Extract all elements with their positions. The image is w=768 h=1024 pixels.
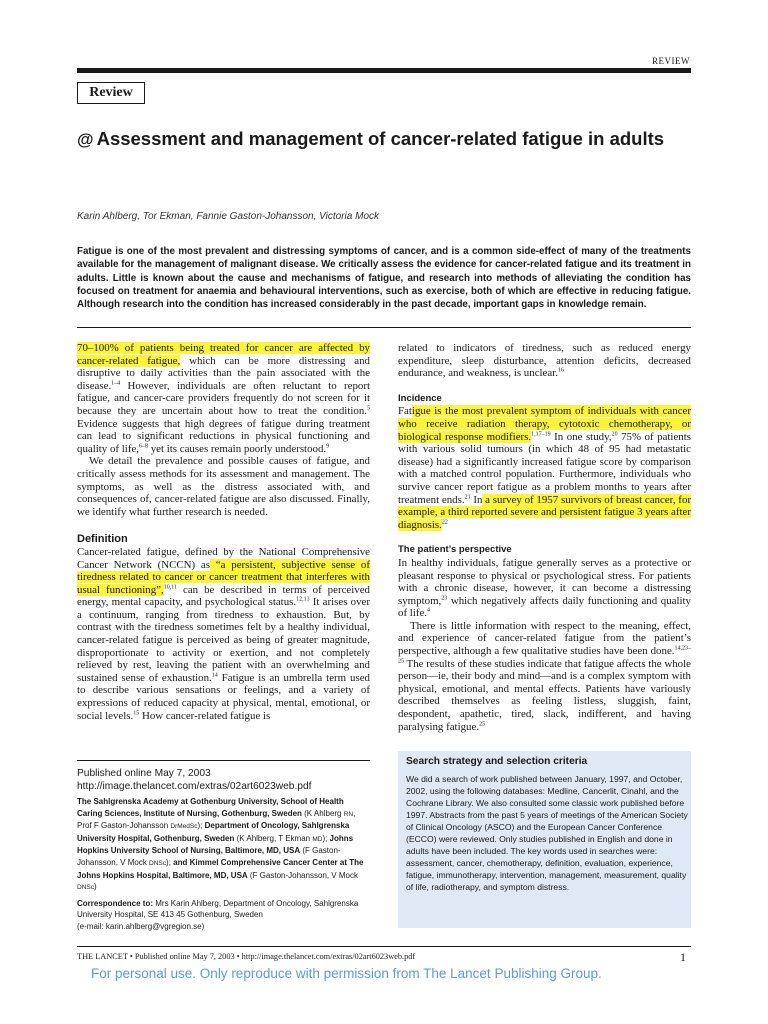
- citation-ref: 23: [441, 595, 448, 602]
- footer-citation: THE LANCET • Published online May 7, 2003 • http://image.thelancet.com/extras/02art6023web.pdf: [77, 952, 416, 961]
- incidence-paragraph: Fatigue is the most prevalent symptom of individuals with cancer who receive radiation therapy, cytotoxic chemotherapy, or biological response modifiers.$^{1,17-19}$ In one study,$^{20}$ 75% of patients with various solid tumours (in which 48 of 95 had metastatic disease) had a significantly increased fatigue score by comparison with a matched control population. Furthermore, individuals who survive cancer report fatigue as a problem months to years after treatment ends.$^{21}$ In a survey of 1957 survivors of breast cancer, for example, a third reported severe and persistent fatigue 3 years after diagnosis.$^{22}$: [398, 405, 692, 531]
- citation-ref: 15: [133, 710, 140, 716]
- citation-ref: 21: [464, 493, 471, 500]
- perspective-paragraph-2: There is little information with respect to the meaning, effect, and experience of cancer-related fatigue from the patient’s perspective, although a few qualitative studies have been done.$^{14,23-25}$ The results of these studies indicate that fatigue affects the whole person—ie, their body and mind—and is a complex symptom with physical, emotional, and mental effects. Patients have variously described themselves as feeling listless, sluggish, faint, despondent, apathetic, tired, slack, indifferent, and having paralysing fatigue.$^{25}$: [398, 619, 691, 733]
- citation-ref: 20: [611, 430, 618, 437]
- citation-ref: 14: [211, 672, 218, 679]
- citation-ref: 6–8: [139, 443, 148, 450]
- published-online: Published online May 7, 2003: [77, 768, 211, 779]
- affiliations: The Sahlgrenska Academy at Gothenburg University, School of Health Caring Sciences, Institute of Nursing, Gothenburg, Sweden (K Ahlberg RN, Prof F Gaston-Johansson DrMedSc); Department of Oncology, Sahlgrenska University Hospital, Gothenburg, Sweden (K Ahlberg, T Ekman MD); Johns Hopkins University School of Nursing, Baltimore, MD, USA (F Gaston-Johansson, V Mock DNSc); and Kimmel Comprehensive Cancer Center at The Johns Hopkins Hospital, Baltimore, MD, USA (F Gaston-Johansson, V Mock DNSc): [77, 797, 364, 892]
- page-number: 1: [680, 950, 686, 964]
- citation-ref: 12,13: [296, 596, 310, 603]
- top-rule: [77, 68, 691, 73]
- title-text: Assessment and management of cancer-related fatigue in adults: [96, 128, 665, 149]
- scope-paragraph: We detail the prevalence and possible causes of fatigue, and critically assess methods for its assessment and management. The symptoms, as well as the distress associated with, and consequences of, cancer-related fatigue are also discussed. Finally, we identify what further research is needed.: [77, 455, 370, 518]
- section-header: REVIEW: [652, 56, 690, 66]
- citation-ref: 4: [427, 607, 431, 614]
- left-column: [77, 342, 370, 722]
- intro-paragraph: 70–100% of patients being treated for cancer are affected by cancer-related fatigue, which can be more distressing and disruptive to daily activities than the pain associated with the disease.$^{1-4}$ However, individuals are often reluctant to report fatigue, and cancer-care providers frequently do not screen for it because they are uncertain about how to treat the condition.$^5$ Evidence suggests that high degrees of fatigue during treatment can lead to significant reductions in physical functioning and quality of life,$^{6-8}$ yet its causes remain poorly understood.$^9$: [77, 342, 370, 455]
- online-first-icon: @: [77, 130, 94, 149]
- citation-ref: 1–4: [111, 380, 121, 387]
- correspondence: Correspondence to: Mrs Karin Ahlberg, Department of Oncology, Sahlgrenska University Hospital, SE 413 45 Gothenburg, Sweden: [77, 898, 359, 920]
- citation-ref: 25: [479, 721, 486, 727]
- footer-rule: [77, 946, 691, 947]
- citation-ref: 1,17–19: [531, 430, 551, 437]
- article-title: [77, 128, 717, 150]
- search-strategy-text: We did a search of work published between January, 1997, and October, 2002, using the following databases: Medline, Cancerlit, Cinahl, and the Cochrane Library. We also consulted some classic work published before 1997. Abstracts from the past 5 years of meetings of the American Society of Clinical Oncology (ASCO) and the European Cancer Conference (ECCO) were reviewed. Only studies published in English and done in adults have been included. The key words used in searches were: assessment, cancer, chemotherapy, definition, evaluation, experience, fatigue, immunotherapy, intervention, management, measurement, quality of life, radiotherapy, and symptom distress.: [406, 774, 688, 892]
- citation-ref: 5: [367, 405, 370, 412]
- citation-ref: 14,23–25: [398, 645, 691, 665]
- review-badge: Review: [77, 82, 145, 104]
- citation-ref: 10,11: [163, 584, 178, 591]
- permission-notice: For personal use. Only reproduce with permission from The Lancet Publishing Group.: [91, 966, 602, 981]
- article-url[interactable]: http://image.thelancet.com/extras/02art6023web.pdf: [77, 781, 312, 792]
- citation-ref: 9: [326, 443, 330, 450]
- citation-ref: 16: [557, 367, 564, 374]
- perspective-paragraph: In healthy individuals, fatigue generally serves as a protective or pleasant response to physical or psychological stress. For patients with a chronic disease, however, it can become a distressing symptom,$^{23}$ which negatively affects daily functioning and quality of life.$^4$: [398, 556, 691, 620]
- publication-info: [77, 767, 370, 933]
- incidence-heading: Incidence: [398, 392, 442, 404]
- highlight: igue is the most prevalent symptom of individuals with cancer who receive radiation therapy, cytotoxic chemotherapy, or biological response modifiers.: [398, 405, 691, 443]
- author-list: Karin Ahlberg, Tor Ekman, Fannie Gaston-Johansson, Victoria Mock: [77, 211, 380, 222]
- continued-paragraph: related to indicators of tiredness, such as reduced energy expenditure, sleep disturbance, attention deficits, decreased endurance, and weakness, is unclear.$^{16}$: [398, 342, 691, 380]
- abstract-rule: [77, 327, 691, 328]
- definition-heading: Definition: [77, 533, 128, 546]
- abstract: Fatigue is one of the most prevalent and distressing symptoms of cancer, and is a common side-effect of many of the treatments available for the management of malignant disease. We critically assess the evidence for cancer-related fatigue and its treatment in adults. Little is known about the cause and mechanisms of fatigue, and research into methods of alleviating the condition has focused on treatment for anaemia and behavioural interventions, such as exercise, both of which are effective in reducing fatigue. Although research into the condition has increased considerably in the past decade, important gaps in knowledge remain.: [77, 246, 691, 311]
- highlight: a survey of 1957 survivors of breast cancer, for example, a third reported severe and persistent fatigue 3 years after diagnosis.: [398, 493, 692, 531]
- definition-paragraph: Cancer-related fatigue, defined by the National Comprehensive Cancer Network (NCCN) as “a persistent, subjective sense of tiredness related to cancer or cancer treatment that interferes with usual functioning”,$^{10,11}$ can be described in terms of perceived energy, mental capacity, and psychological status.$^{12,13}$ It arises over a continuum, ranging from tiredness to exhaustion. But, by contrast with the tiredness sometimes felt by a healthy individual, cancer-related fatigue is perceived as being of greater magnitude, disproportionate to activity or exertion, and not completely relieved by rest, leaving the patient with an overwhelming and sustained sense of exhaustion.$^{14}$ Fatigue is an umbrella term used to describe various sensations or feelings, and a variety of expressions of reduced capacity at physical, mental, emotional, or social levels.$^{15}$ How cancer-related fatigue is: [77, 545, 371, 722]
- right-column: [398, 342, 691, 733]
- highlight: “a persistent, subjective sense of tiredness related to cancer or cancer treatment that interferes with usual functioning”,: [77, 558, 370, 596]
- citation-ref: 22: [441, 519, 448, 526]
- publication-rule: [77, 760, 370, 761]
- highlight: 70–100% of patients being treated for cancer are affected by cancer-related fatigue,: [77, 342, 370, 367]
- search-strategy-title: Search strategy and selection criteria: [406, 756, 588, 767]
- correspondence-email[interactable]: (e-mail: karin.ahlberg@vgregion.se): [77, 921, 205, 931]
- perspective-heading: The patient’s perspective: [398, 544, 512, 556]
